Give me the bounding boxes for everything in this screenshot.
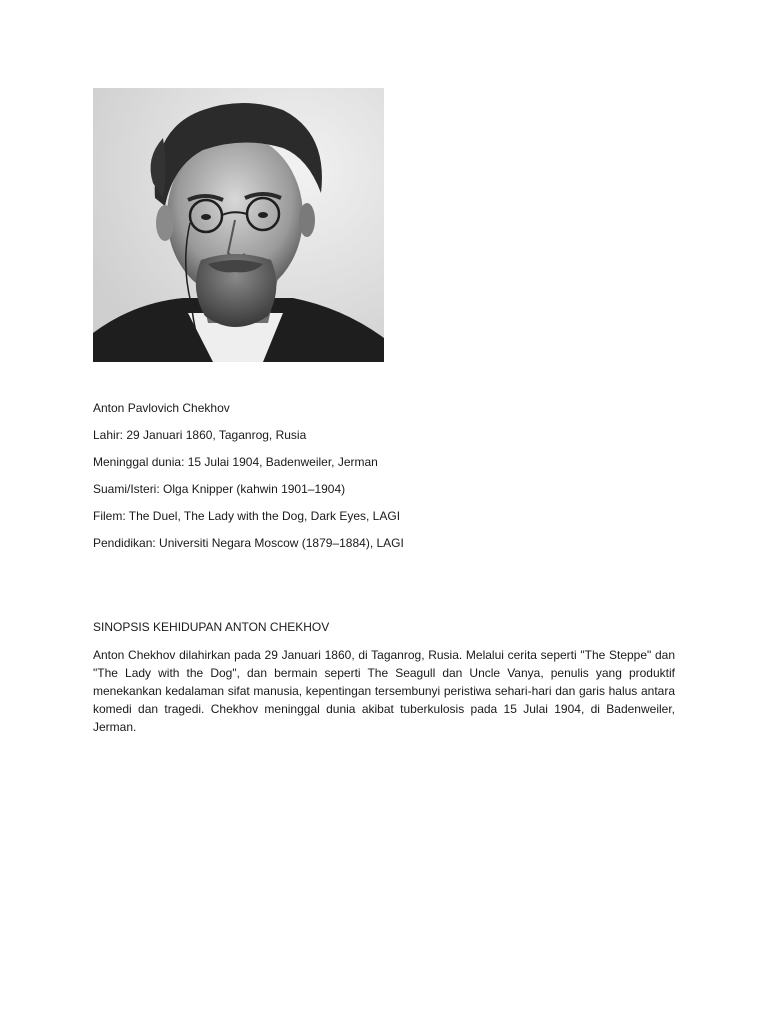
synopsis-paragraph: Anton Chekhov dilahirkan pada 29 Januari 1860, di Taganrog, Rusia. Melalui cerita seperti "The Steppe" dan "The Lady with the Dog", dan bermain seperti The Seagull dan Uncle Vanya, penulis yang produktif menekankan kedalaman sifat manusia, kepentingan tersembunyi peristiwa sehari-hari dan garis halus antara komedi dan tragedi. Chekhov meninggal dunia akibat tuberkulosis pada 15 Julai 1904, di Badenweiler, Jerman. [93,648,675,734]
films-info: Filem: The Duel, The Lady with the Dog, Dark Eyes, LAGI [93,509,401,523]
birth-info: Lahir: 29 Januari 1860, Taganrog, Rusia [93,428,307,442]
portrait-illustration [93,88,384,362]
synopsis-heading: SINOPSIS KEHIDUPAN ANTON CHEKHOV [93,620,330,634]
portrait-photo [93,88,384,362]
death-info: Meninggal dunia: 15 Julai 1904, Badenweiler, Jerman [93,455,378,469]
education-info: Pendidikan: Universiti Negara Moscow (1879–1884), LAGI [93,536,404,550]
full-name: Anton Pavlovich Chekhov [93,401,230,415]
spouse-info: Suami/Isteri: Olga Knipper (kahwin 1901–1904) [93,482,346,496]
biography-info [93,400,683,562]
